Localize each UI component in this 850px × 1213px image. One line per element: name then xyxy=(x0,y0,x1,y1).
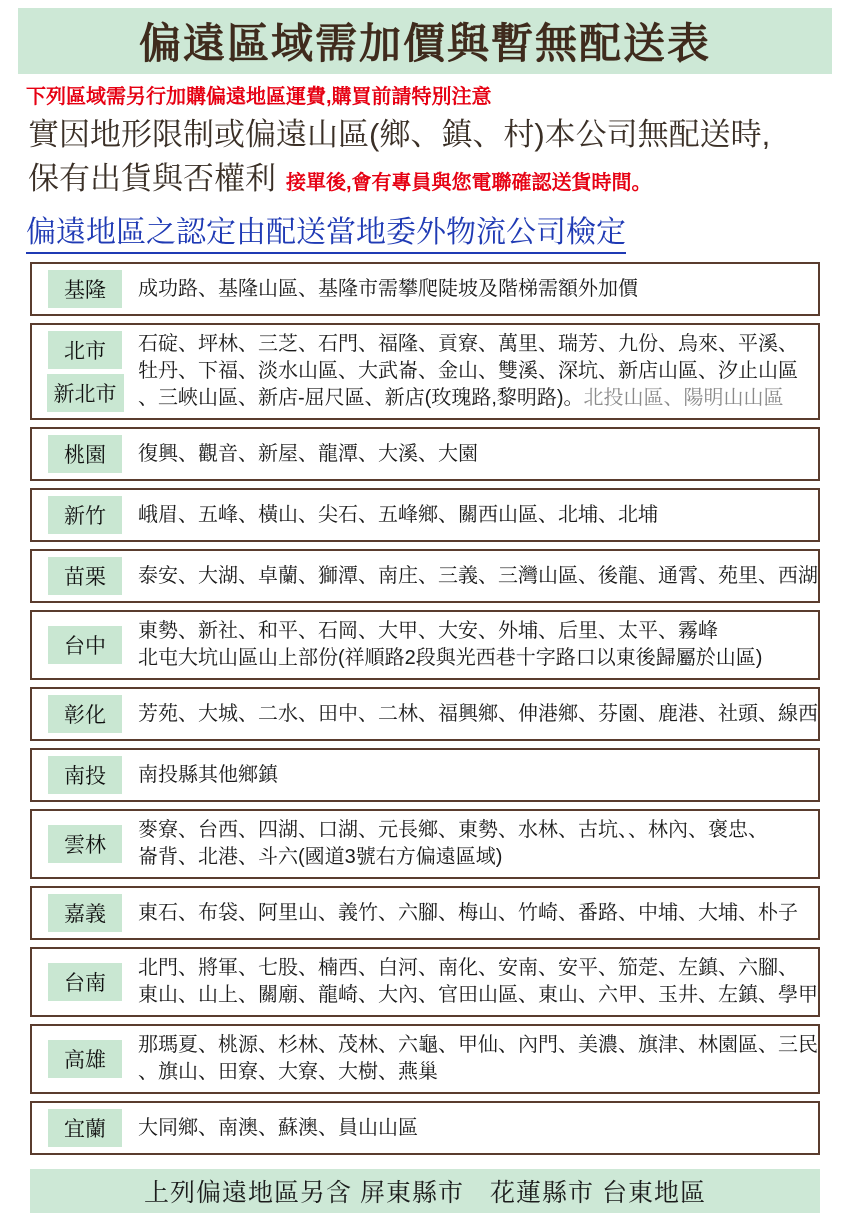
region-areas xyxy=(138,817,812,871)
region-label: 彰化 xyxy=(48,695,122,733)
region-label-cell xyxy=(32,270,138,308)
region-areas-line xyxy=(138,982,818,1009)
area-text-muted: 北投山區、陽明山山區 xyxy=(583,387,784,409)
footer-text: 上列偏遠地區另含 屏東縣市 花蓮縣市 台東地區 xyxy=(144,1179,706,1207)
region-areas xyxy=(138,618,812,672)
area-text: 北屯大坑山區山上部份(祥順路2段與光西巷十字路口以東後歸屬於山區) xyxy=(138,647,763,669)
area-text: 成功路、基隆山區、基隆市需攀爬陡坡及階梯需額外加價 xyxy=(138,277,638,300)
area-text: 東山、山上、關廟、龍崎、大內、官田山區、東山、六甲、玉井、左鎮、學甲 xyxy=(138,984,818,1006)
region-label: 苗栗 xyxy=(48,557,122,595)
region-label-cell xyxy=(32,496,138,534)
region-areas-line xyxy=(138,844,808,871)
region-areas-line xyxy=(138,900,808,927)
region-areas-line xyxy=(138,385,808,412)
area-text: 南投縣其他鄉鎮 xyxy=(138,763,278,786)
region-areas xyxy=(138,331,812,412)
region-areas xyxy=(138,441,812,468)
area-text: 麥寮、台西、四湖、口湖、元長鄉、東勢、水林、古坑、、林內、褒忠、 xyxy=(138,819,768,841)
region-label-cell xyxy=(32,756,138,794)
region-label-cell xyxy=(32,894,138,932)
region-areas-line xyxy=(138,276,808,303)
region-label: 南投 xyxy=(48,756,122,794)
region-areas-line xyxy=(138,1115,808,1142)
region-areas-line xyxy=(138,441,808,468)
table-row xyxy=(30,947,820,1017)
table-row xyxy=(30,1024,820,1094)
region-label-cell xyxy=(32,557,138,595)
region-label: 宜蘭 xyxy=(48,1109,122,1147)
table-row xyxy=(30,886,820,940)
region-label-cell xyxy=(32,1109,138,1147)
region-areas-line xyxy=(138,618,808,645)
area-text: 北門、將軍、七股、楠西、白河、南化、安南、安平、笳萣、左鎮、六腳、 xyxy=(138,957,798,979)
region-areas-line xyxy=(138,563,818,590)
table-row xyxy=(30,610,820,680)
region-label: 雲林 xyxy=(48,825,122,863)
area-text: 牡丹、下福、淡水山區、大武崙、金山、雙溪、深坑、新店山區、汐止山區 xyxy=(138,360,798,382)
table-row xyxy=(30,1101,820,1155)
region-areas-line xyxy=(138,358,808,385)
region-areas xyxy=(138,762,812,789)
main-notice xyxy=(28,113,850,205)
region-label: 桃園 xyxy=(48,435,122,473)
table-row xyxy=(30,809,820,879)
region-label-cell xyxy=(32,1040,138,1078)
page-title: 偏遠區域需加價與暫無配送表 xyxy=(138,20,711,67)
region-label: 台南 xyxy=(48,963,122,1001)
footer-banner xyxy=(30,1169,820,1213)
table-row xyxy=(30,262,820,316)
area-text: 崙背、北港、斗六(國道3號右方偏遠區域) xyxy=(138,846,503,868)
region-label: 高雄 xyxy=(48,1040,122,1078)
region-areas xyxy=(138,502,812,529)
region-surcharge-table xyxy=(30,262,820,1155)
region-label-cell xyxy=(32,626,138,664)
region-label: 北市 xyxy=(48,331,122,369)
region-label-cell xyxy=(32,331,138,412)
area-text: 泰安、大湖、卓蘭、獅潭、南庄、三義、三灣山區、後龍、通霄、苑里、西湖 xyxy=(138,564,818,587)
region-areas-line xyxy=(138,502,808,529)
table-row xyxy=(30,748,820,802)
table-row xyxy=(30,549,820,603)
notice-line-2-text: 保有出貨與否權利 xyxy=(28,161,276,196)
area-text: 大同鄉、南澳、蘇澳、員山山區 xyxy=(138,1116,418,1139)
region-areas xyxy=(138,900,812,927)
region-areas-line xyxy=(138,1059,818,1086)
area-text: 、三峽山區、新店-屈尺區、新店(玫瑰路,黎明路)。 xyxy=(138,387,584,409)
area-text: 東勢、新社、和平、石岡、大甲、大安、外埔、后里、太平、霧峰 xyxy=(138,620,718,642)
area-text: 峨眉、五峰、橫山、尖石、五峰鄉、關西山區、北埔、北埔 xyxy=(138,503,658,526)
region-areas-line xyxy=(138,817,808,844)
title-banner xyxy=(18,8,832,74)
area-text: 芳苑、大城、二水、田中、二林、福興鄉、伸港鄉、芬園、鹿港、社頭、線西 xyxy=(138,702,818,725)
region-label-cell xyxy=(32,695,138,733)
region-label: 基隆 xyxy=(48,270,122,308)
region-label-cell xyxy=(32,435,138,473)
region-areas-line xyxy=(138,1032,818,1059)
region-label-cell xyxy=(32,963,138,1001)
region-label: 台中 xyxy=(48,626,122,664)
red-warning-text: 下列區域需另行加購偏遠地區運費,購買前請特別注意 xyxy=(26,86,492,108)
notice-line-2 xyxy=(28,157,850,205)
area-text: 東石、布袋、阿里山、義竹、六腳、梅山、竹崎、番路、中埔、大埔、朴子 xyxy=(138,901,798,924)
area-text: 那瑪夏、桃源、杉林、茂林、六龜、甲仙、內門、美濃、旗津、林園區、三民 xyxy=(138,1034,818,1056)
region-label: 新北市 xyxy=(47,374,124,412)
blue-notice-text: 偏遠地區之認定由配送當地委外物流公司檢定 xyxy=(26,207,626,254)
blue-notice-wrap xyxy=(26,207,850,254)
area-text: 復興、觀音、新屋、龍潭、大溪、大園 xyxy=(138,442,478,465)
region-areas-line xyxy=(138,762,808,789)
region-areas xyxy=(138,276,812,303)
region-areas-line xyxy=(138,331,808,358)
region-areas xyxy=(138,955,822,1009)
notice-line-1: 實因地形限制或偏遠山區(鄉、鎮、村)本公司無配送時, xyxy=(28,117,771,152)
region-areas-line xyxy=(138,645,808,672)
region-areas xyxy=(138,701,822,728)
table-row xyxy=(30,427,820,481)
region-areas-line xyxy=(138,955,818,982)
region-label: 新竹 xyxy=(48,496,122,534)
region-label-cell xyxy=(32,825,138,863)
region-areas-line xyxy=(138,701,818,728)
region-areas xyxy=(138,1115,812,1142)
region-areas xyxy=(138,1032,822,1086)
area-text: 石碇、坪林、三芝、石門、福隆、貢寮、萬里、瑞芳、九份、烏來、平溪、 xyxy=(138,333,798,355)
red-inline-note: 接單後,會有專員與您電聯確認送貨時間。 xyxy=(286,172,652,194)
table-row xyxy=(30,687,820,741)
table-row xyxy=(30,323,820,420)
region-areas xyxy=(138,563,822,590)
area-text: 、旗山、田寮、大寮、大樹、燕巢 xyxy=(138,1061,438,1083)
table-row xyxy=(30,488,820,542)
region-label: 嘉義 xyxy=(48,894,122,932)
